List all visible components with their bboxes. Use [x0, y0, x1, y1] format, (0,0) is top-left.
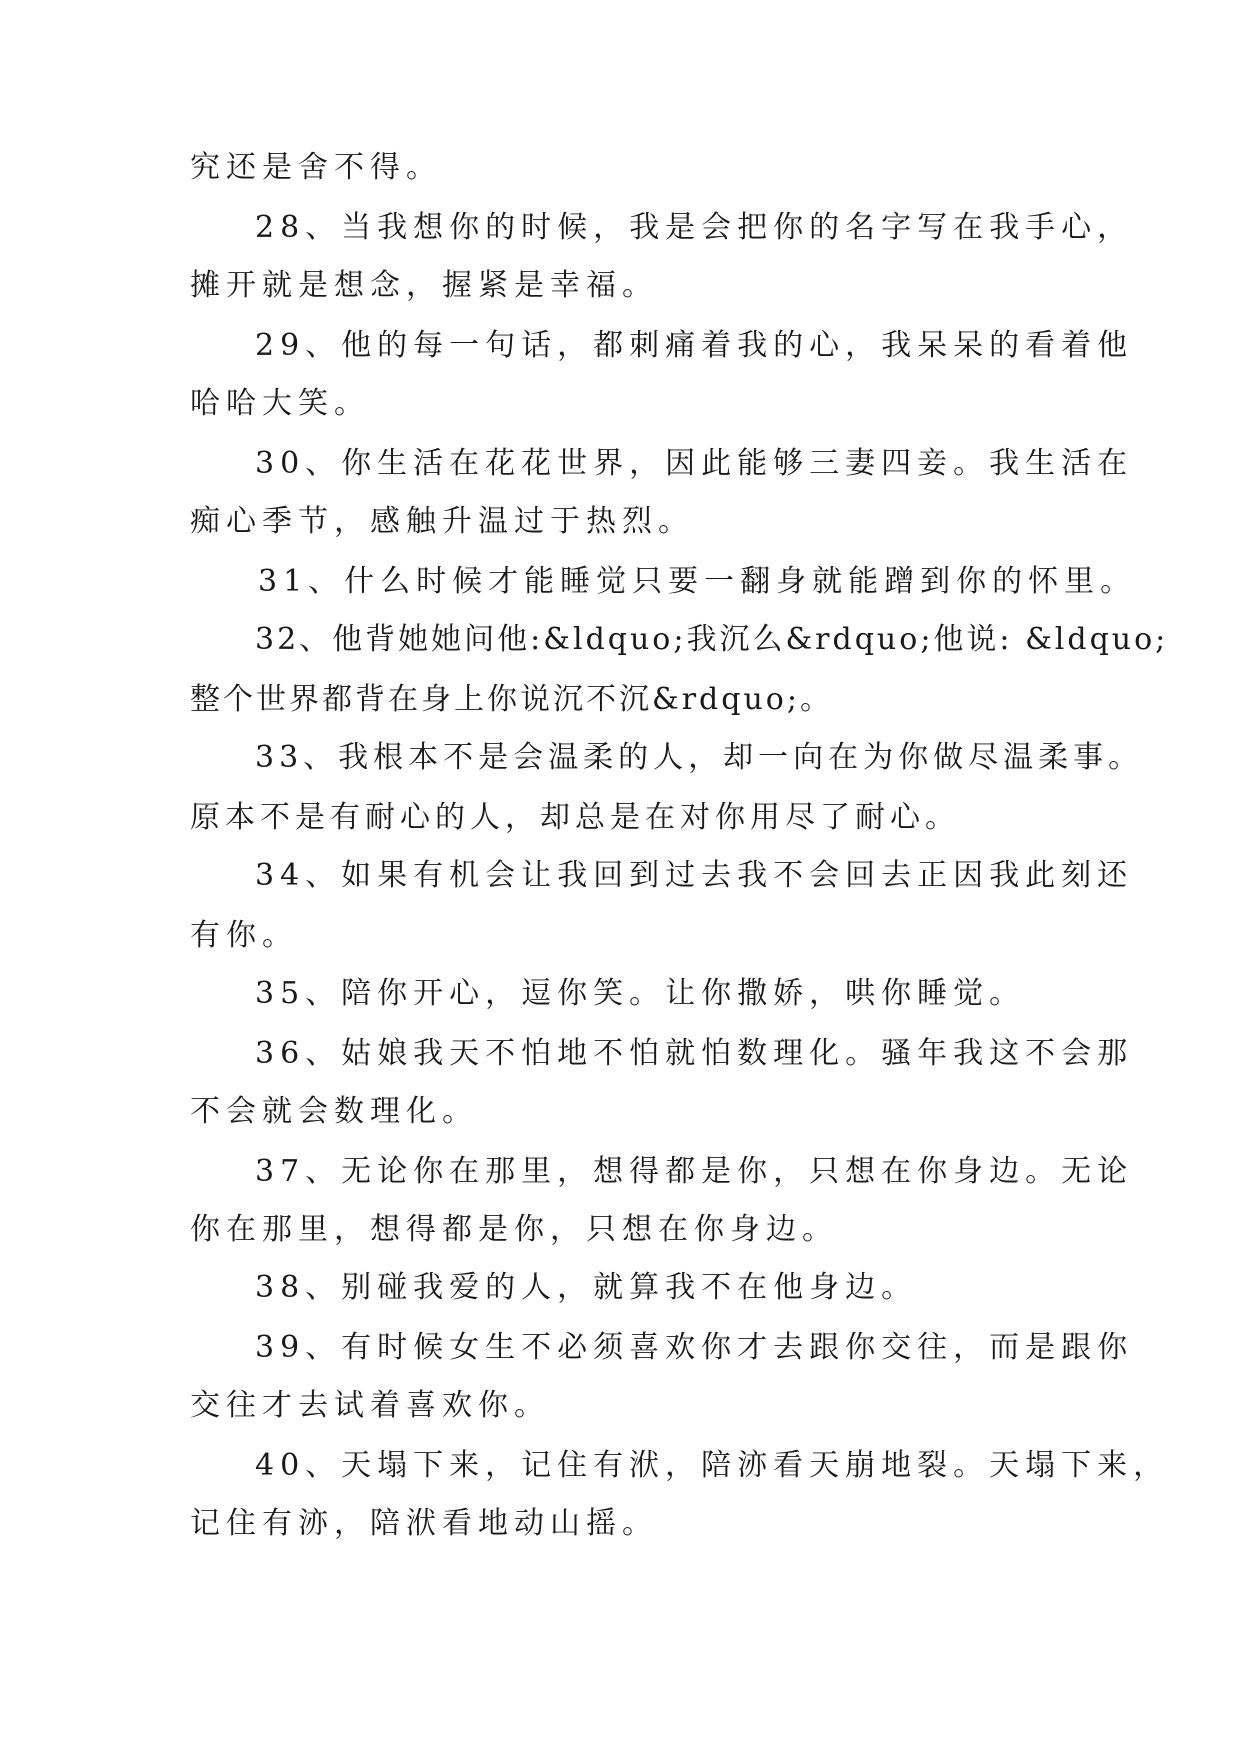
text-line: 不会就会数理化。 [190, 1094, 478, 1129]
text-line: 究还是舍不得。 [190, 150, 442, 185]
text-line: 40、天塌下来，记住有洑，陪洂看天崩地裂。天塌下来， [255, 1448, 1170, 1483]
text-line: 31、什么时候才能睡觉只要一翻身就能蹭到你的怀里。 [258, 564, 1137, 599]
text-line: 哈哈大笑。 [190, 386, 370, 421]
text-line: 有你。 [190, 918, 298, 953]
text-line: 你在那里，想得都是你，只想在你身边。 [190, 1212, 838, 1247]
text-line: 37、无论你在那里，想得都是你，只想在你身边。无论 [255, 1154, 1134, 1189]
text-line: 35、陪你开心，逗你笑。让你撒娇，哄你睡觉。 [255, 976, 1026, 1011]
text-line: 33、我根本不是会温柔的人，却一向在为你做尽温柔事。 [255, 740, 1144, 775]
text-line: 痴心季节，感触升温过于热烈。 [190, 504, 694, 539]
text-line: 39、有时候女生不必须喜欢你才去跟你交往，而是跟你 [255, 1330, 1134, 1365]
text-line: 摊开就是想念，握紧是幸福。 [190, 268, 658, 303]
text-line: 记住有洂，陪洑看地动山摇。 [190, 1506, 658, 1541]
text-line: 32、他背她她问他:&ldquo;我沉么&rdquo;他说: &ldquo; [255, 622, 1169, 657]
text-line: 38、别碰我爱的人，就算我不在他身边。 [255, 1270, 918, 1305]
text-line: 28、当我想你的时候，我是会把你的名字写在我手心， [255, 210, 1134, 245]
text-line: 36、姑娘我天不怕地不怕就怕数理化。骚年我这不会那 [255, 1036, 1134, 1071]
text-line: 原本不是有耐心的人，却总是在对你用尽了耐心。 [190, 800, 960, 835]
text-line: 29、他的每一句话，都刺痛着我的心，我呆呆的看着他 [255, 328, 1134, 363]
text-line: 交往才去试着喜欢你。 [190, 1388, 550, 1423]
text-line: 34、如果有机会让我回到过去我不会回去正因我此刻还 [255, 858, 1134, 893]
text-line: 30、你生活在花花世界，因此能够三妻四妾。我生活在 [255, 446, 1134, 481]
text-line: 整个世界都背在身上你说沉不沉&rdquo;。 [190, 682, 833, 717]
